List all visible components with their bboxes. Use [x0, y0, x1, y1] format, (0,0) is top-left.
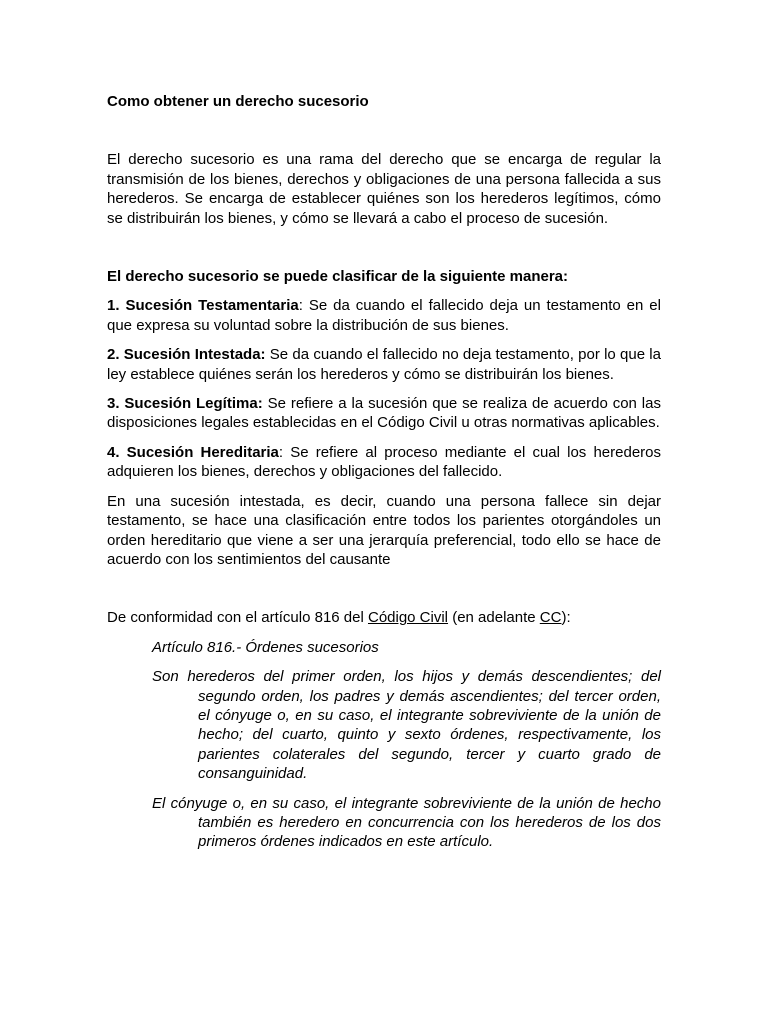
article-quote: [152, 638, 661, 852]
intro-paragraph: El derecho sucesorio es una rama del derecho que se encarga de regular la transmisión de los bienes, derechos y obligaciones de una persona fallecida a sus herederos. Se encarga de establecer quiénes son los herederos legítimos, cómo se distribuirán los bienes, y cómo se llevará a cabo el proceso de sucesión.: [107, 151, 661, 227]
reference-middle: (en adelante: [448, 609, 540, 627]
list-item: [107, 345, 661, 384]
page-title: Como obtener un derecho sucesorio: [107, 93, 369, 110]
list-item: [107, 443, 661, 482]
item-text: Se refiere al proceso mediante el cual los herederos adquieren los bienes, derechos y obligaciones del fallecido.: [107, 443, 662, 481]
intestate-paragraph: En una sucesión intestada, es decir, cuando una persona fallece sin dejar testamento, se hace una clasificación entre todos los parientes otorgándoles un orden hereditario que viene a ser una jerarquía preferencial, todo ello se hace de acuerdo con los sentimientos del causante: [107, 492, 661, 568]
list-item: [107, 394, 661, 433]
item-text: Se refiere a la sucesión que se realiza de acuerdo con las disposiciones legales establecidas en el Código Civil u otras normativas aplicables.: [107, 395, 661, 432]
reference-prefix: De conformidad con el artículo 816 del: [107, 609, 368, 627]
reference-line: [107, 608, 661, 627]
item-text: Se da cuando el fallecido no deja testamento, por lo que la ley establece quiénes serán los herederos y cómo se distribuirán los bienes.: [107, 346, 661, 383]
item-separator: :: [278, 443, 284, 461]
item-separator: :: [298, 297, 303, 315]
article-title: Artículo 816.- Órdenes sucesorios: [152, 638, 379, 656]
classification-heading: El derecho sucesorio se puede clasificar de la siguiente manera:: [107, 268, 569, 286]
item-text: Se da cuando el fallecido deja un testamento en el que expresa su voluntad sobre la distribución de sus bienes.: [107, 297, 661, 334]
cc-link[interactable]: CC: [539, 609, 562, 627]
article-paragraph-2: El cónyuge o, en su caso, el integrante sobreviviente de la unión de hecho también es heredero en concurrencia con los herederos de los dos primeros órdenes indicados en este artículo.: [152, 794, 661, 851]
item-label: 4. Sucesión Hereditaria: [107, 443, 279, 461]
codigo-civil-link[interactable]: Código Civil: [367, 609, 449, 627]
item-label: 3. Sucesión Legítima:: [107, 395, 263, 413]
list-item: [107, 296, 661, 335]
reference-suffix: ):: [561, 609, 571, 627]
article-paragraph-1: Son herederos del primer orden, los hijos y demás descendientes; del segundo orden, los padres y demás ascendientes; del tercer orden, el cónyuge o, en su caso, el integrante sobreviviente de la unión de hecho; del cuarto, quinto y sexto órdenes, respectivamente, los parientes colaterales del segundo, tercer y cuarto grado de consanguinidad.: [152, 668, 661, 783]
item-label: 2. Sucesión Intestada:: [107, 346, 266, 364]
document-page: [107, 92, 661, 852]
item-label: 1. Sucesión Testamentaria: [107, 297, 299, 315]
